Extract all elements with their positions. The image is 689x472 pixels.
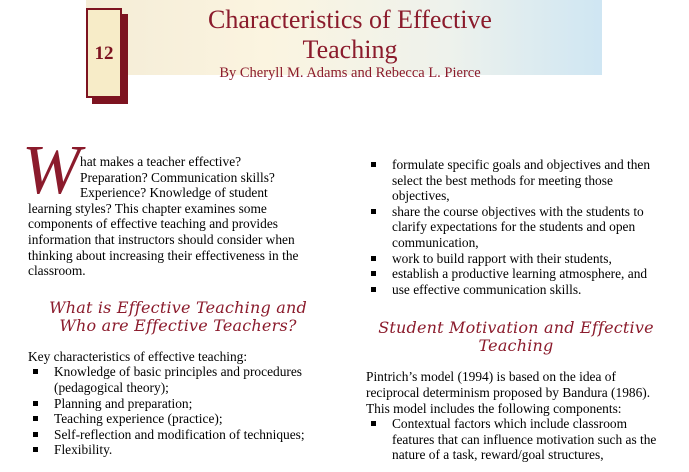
intro-line3: Experience? Knowledge of student <box>80 185 268 201</box>
intro-line1: hat makes a teacher effective? <box>80 154 242 169</box>
chapter-badge <box>86 8 122 98</box>
section2-list <box>366 416 666 463</box>
chapter-title-line2: Teaching <box>302 35 398 64</box>
list-item: formulate specific goals and objectives and then select the best methods for meeting those objectives, <box>366 157 666 204</box>
list-item: use effective communication skills. <box>366 282 666 298</box>
teacher-actions-list <box>366 157 666 297</box>
section1-lead: Key characteristics of effective teaching: <box>28 348 248 364</box>
section1-heading: What is Effective Teaching and Who are Effective Teachers? <box>49 297 307 335</box>
list-item: Flexibility. <box>28 442 328 458</box>
list-item: Teaching experience (practice); <box>28 411 328 427</box>
list-item: work to build rapport with their students, <box>366 251 666 267</box>
list-item: Knowledge of basic principles and procedures (pedagogical theory); <box>28 364 328 395</box>
list-item: Contextual factors which include classroom features that can influence motivation such as the nature of a task, reward/goal structures, <box>366 416 666 463</box>
chapter-authors: By Cheryll M. Adams and Rebecca L. Pierce <box>219 65 481 81</box>
list-item: establish a productive learning atmosphere, and <box>366 266 666 282</box>
section2-heading: Student Motivation and Effective Teaching <box>378 318 654 356</box>
chapter-title <box>140 5 560 65</box>
right-column <box>366 157 666 463</box>
intro-line2: Preparation? Communication skills? <box>80 169 275 185</box>
list-item: Self-reflection and modification of techniques; <box>28 427 328 443</box>
list-item: share the course objectives with the students to clarify expectations for the students and open communication, <box>366 204 666 251</box>
section2-paragraph: Pintrich’s model (1994) is based on the idea of reciprocal determinism proposed by Bandura (1986). This model includes the following components: <box>366 369 651 416</box>
drop-cap: W <box>22 132 81 209</box>
chapter-number: 12 <box>94 43 114 64</box>
chapter-title-line1: Characteristics of Effective <box>208 5 492 34</box>
list-item: Planning and preparation; <box>28 396 328 412</box>
left-column <box>28 154 328 458</box>
section1-list <box>28 364 328 458</box>
intro-paragraph: learning styles? This chapter examines some components of effective teaching and provides information that instructors should consider when thinking about increasing their effectiveness in the classroom. <box>28 200 299 279</box>
